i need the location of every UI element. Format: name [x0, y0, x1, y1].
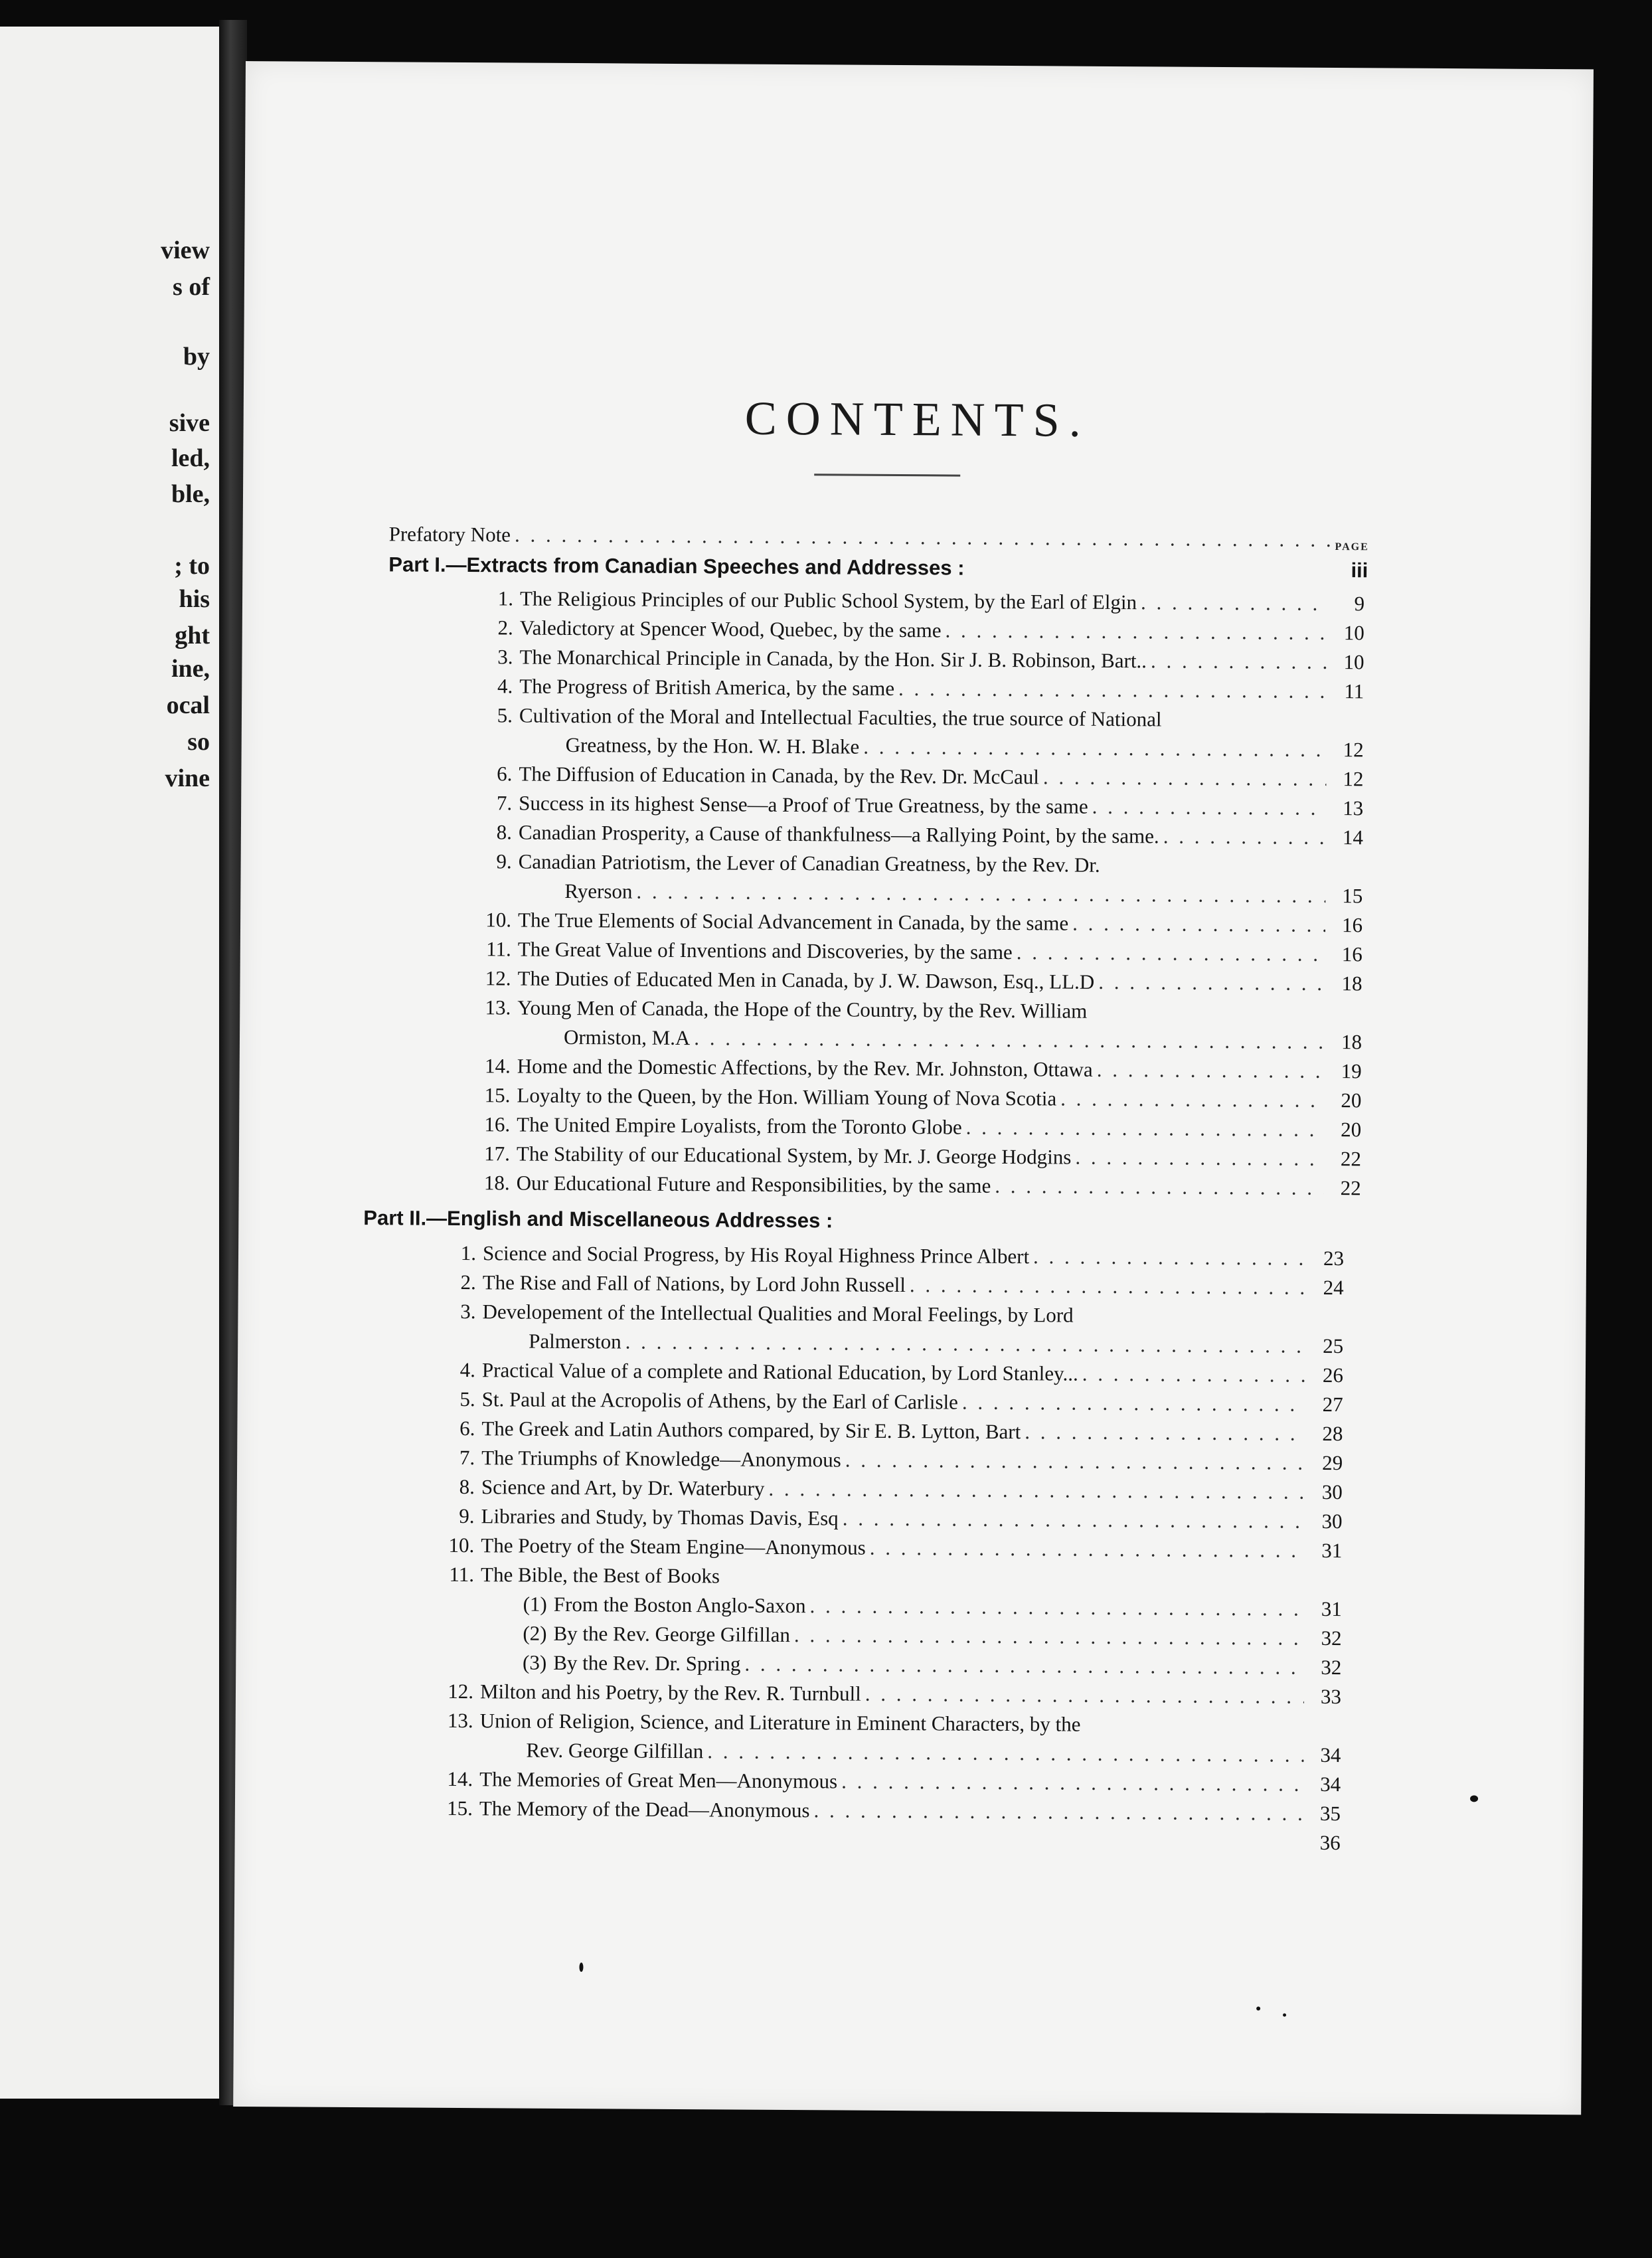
- leader-dots: [841, 1768, 1303, 1798]
- toc-entry-line: [471, 1110, 1361, 1144]
- leader-dots: [724, 1583, 1305, 1586]
- entry-title: Loyalty to the Queen, by the Hon. William Young of Nova Scotia: [517, 1083, 1057, 1110]
- leader-dots: [1092, 793, 1327, 822]
- entry-number: 2.: [497, 616, 513, 640]
- toc-entry-line: [472, 964, 1362, 998]
- entry-number: 17.: [484, 1142, 511, 1166]
- leader-dots: [945, 616, 1327, 647]
- toc-entry-line: [564, 1023, 1362, 1056]
- entry-title: The Bible, the Best of Books: [480, 1563, 720, 1588]
- entry-number: 11.: [486, 937, 511, 961]
- leader-dots: [843, 1505, 1305, 1535]
- entry-page-number: 10: [1343, 621, 1364, 645]
- leader-dots: [863, 733, 1327, 764]
- part-two-heading-row: [363, 1204, 1346, 1238]
- part-one-heading: Part I.—Extracts from Canadian Speeches and Addresses :: [388, 553, 965, 580]
- leader-dots: [837, 1227, 1309, 1230]
- toc-entry-line: [438, 1239, 1344, 1272]
- left-page-text-fragment: vine: [165, 764, 210, 792]
- entry-number: 12.: [448, 1679, 474, 1703]
- toc-entry-line: [436, 1415, 1343, 1448]
- leader-dots: [968, 575, 1331, 577]
- toc-entry-line: [475, 584, 1364, 618]
- entry-page-number: 24: [1323, 1275, 1344, 1300]
- entry-page-number: 25: [1323, 1334, 1344, 1358]
- leader-dots: [865, 1680, 1304, 1711]
- entry-title: Developement of the Intellectual Qualities and Moral Feelings, by Lord: [482, 1300, 1074, 1327]
- entry-title: Libraries and Study, by Thomas Davis, Esq: [481, 1504, 839, 1530]
- entry-title: Canadian Patriotism, the Lever of Canadian Greatness, by the Rev. Dr.: [518, 849, 1100, 877]
- entry-number: 3.: [460, 1300, 476, 1324]
- leader-dots: [1163, 822, 1326, 851]
- entry-title: Science and Art, by Dr. Waterbury: [481, 1475, 765, 1500]
- entry-title: The United Empire Loyalists, from the Toronto Globe: [517, 1112, 962, 1139]
- left-page-text-fragment: sive: [169, 409, 210, 437]
- entry-title: The Duties of Educated Men in Canada, by J. W. Dawson, Esq., LL.D: [517, 966, 1095, 994]
- toc-entry-line: [509, 1590, 1342, 1623]
- entry-number: 1.: [460, 1241, 477, 1265]
- leader-dots: [768, 1475, 1305, 1506]
- toc-entry-line: [471, 1169, 1361, 1202]
- leader-dots: [910, 1271, 1307, 1302]
- left-page-text-fragment: his: [179, 585, 210, 613]
- entry-number: 5.: [497, 703, 513, 727]
- leader-dots: [898, 675, 1327, 705]
- entry-title: Home and the Domestic Affections, by the Rev. Mr. Johnston, Ottawa: [517, 1054, 1093, 1081]
- entry-number: 8.: [459, 1475, 475, 1499]
- leader-dots: [515, 521, 1331, 554]
- entry-number: 4.: [497, 674, 513, 698]
- leader-dots: [1078, 1322, 1307, 1324]
- leader-dots: [870, 1534, 1305, 1565]
- entry-page-number: 36: [1319, 1830, 1341, 1855]
- entry-page-number: 27: [1322, 1392, 1343, 1417]
- entry-page-number: 34: [1320, 1772, 1341, 1796]
- entry-title: Palmerston: [529, 1329, 621, 1353]
- toc-entry-line: [473, 789, 1363, 822]
- toc-entry-line: [436, 1473, 1343, 1506]
- toc-entry-line: [471, 1081, 1361, 1114]
- left-page-text-fragment: ght: [175, 622, 210, 650]
- leader-dots: [1091, 1018, 1325, 1019]
- leader-dots: [995, 1172, 1324, 1202]
- leader-dots: [1043, 763, 1327, 793]
- entry-page-number: 10: [1343, 650, 1364, 674]
- entry-title: Ormiston, M.A: [563, 1025, 691, 1050]
- toc-entry-line: [473, 847, 1363, 881]
- entry-title: The True Elements of Social Advancement in Canada, by the same: [518, 908, 1069, 935]
- toc-entry-line: [526, 1737, 1341, 1769]
- entry-number: 10.: [485, 908, 512, 932]
- entry-page-number: 12: [1343, 738, 1364, 762]
- trailing-page-number-row: [1271, 1828, 1341, 1857]
- entry-title: Rev. George Gilfillan: [526, 1738, 704, 1763]
- entry-number: 13.: [447, 1708, 473, 1733]
- entry-page-number: 29: [1322, 1450, 1343, 1475]
- entry-number: 6.: [497, 762, 513, 786]
- entry-page-number: 19: [1341, 1059, 1362, 1083]
- entry-number: 15.: [447, 1796, 473, 1820]
- entry-number: 4.: [459, 1358, 476, 1382]
- leader-dots: [813, 1796, 1303, 1828]
- left-page-text-fragment: ocal: [166, 691, 210, 719]
- leader-dots: [1098, 968, 1325, 998]
- ink-speck: [1470, 1795, 1478, 1802]
- toc-entry-line: [472, 1052, 1362, 1085]
- entry-title: The Memories of Great Men—Anonymous: [479, 1767, 838, 1793]
- left-page-text-fragment: ; to: [174, 552, 210, 580]
- ink-speck: [579, 1962, 583, 1972]
- entry-page-number: 22: [1340, 1176, 1361, 1200]
- left-page-fragment: [0, 27, 224, 2099]
- entry-title: Milton and his Poetry, by the Rev. R. Turnbull: [479, 1680, 861, 1705]
- entry-title: Part II.—English and Miscellaneous Addresses :: [363, 1206, 833, 1233]
- entry-number: 15.: [484, 1083, 511, 1107]
- toc-entry-line: [473, 935, 1363, 968]
- left-page-text-fragment: led,: [171, 444, 210, 472]
- leader-dots: [1025, 1418, 1305, 1448]
- entry-number: 16.: [484, 1112, 511, 1136]
- entry-title: Canadian Prosperity, a Cause of thankfulness—a Rallying Point, by the same.: [518, 820, 1159, 848]
- entry-number: 1.: [497, 586, 514, 610]
- entry-number: 14.: [484, 1054, 511, 1078]
- left-page-text-fragment: ble,: [171, 480, 210, 508]
- leader-dots: [707, 1737, 1303, 1769]
- entry-number: 13.: [485, 996, 511, 1019]
- entry-number: (3): [523, 1650, 547, 1674]
- entry-number: 18.: [483, 1171, 510, 1195]
- entry-page-number: 35: [1319, 1801, 1341, 1826]
- entry-title: The Triumphs of Knowledge—Anonymous: [481, 1446, 841, 1472]
- entry-number: 9.: [459, 1504, 475, 1528]
- toc-entry-line: [566, 731, 1364, 764]
- toc-entry-line: [471, 1140, 1361, 1173]
- leader-dots: [845, 1446, 1306, 1477]
- toc-entry-line: [564, 877, 1363, 910]
- entry-title: Valedictory at Spencer Wood, Quebec, by the same: [519, 616, 942, 642]
- leader-dots: [809, 1592, 1304, 1623]
- entry-page-number: 11: [1344, 679, 1364, 703]
- entry-page-number: 30: [1321, 1509, 1343, 1533]
- toc-entry-line: [435, 1707, 1341, 1740]
- leader-dots: [962, 1389, 1306, 1419]
- entry-title: The Monarchical Principle in Canada, by the Hon. Sir J. B. Robinson, Bart..: [519, 645, 1147, 673]
- entry-number: 5.: [459, 1387, 475, 1411]
- entry-number: 3.: [497, 645, 513, 669]
- toc-entry-line: [473, 760, 1363, 793]
- entry-page-number: 31: [1321, 1597, 1342, 1621]
- entry-number: 14.: [447, 1767, 473, 1791]
- page-column-label: PAGE: [1335, 541, 1369, 553]
- entry-page-number: 14: [1342, 825, 1363, 849]
- entry-page-number: 16: [1341, 913, 1363, 937]
- leader-dots: [1060, 1085, 1325, 1114]
- entry-page-number: 13: [1343, 796, 1364, 820]
- leader-dots: [1141, 588, 1327, 618]
- leader-dots: [1075, 1144, 1324, 1173]
- entry-page-number: 28: [1322, 1421, 1343, 1446]
- entry-title: The Poetry of the Steam Engine—Anonymous: [481, 1533, 866, 1559]
- entry-title: The Progress of British America, by the same: [519, 674, 895, 700]
- leader-dots: [1104, 872, 1326, 873]
- prefatory-label: Prefatory Note: [388, 522, 511, 547]
- leader-dots: [794, 1621, 1305, 1652]
- entry-title: Ryerson: [564, 879, 633, 903]
- entry-title: By the Rev. George Gilfillan: [553, 1621, 791, 1647]
- leader-dots: [966, 1114, 1325, 1144]
- toc-entry-line: [475, 614, 1364, 647]
- left-page-text-fragment: s of: [173, 273, 210, 301]
- leader-dots: [1017, 938, 1325, 968]
- entry-title: Practical Value of a complete and Rational Education, by Lord Stanley...: [481, 1358, 1078, 1385]
- page-title: CONTENTS.: [744, 391, 1090, 447]
- toc-entry-line: [436, 1531, 1342, 1565]
- toc-entry-line: [436, 1561, 1342, 1594]
- leader-dots: [1084, 1731, 1303, 1733]
- entry-page-number: 23: [1323, 1246, 1345, 1270]
- entry-title: Our Educational Future and Responsibilities, by the same: [516, 1171, 991, 1197]
- toc-entry-line: [436, 1502, 1342, 1535]
- leader-dots: [1097, 1056, 1325, 1085]
- toc-entry-line: [508, 1648, 1341, 1682]
- entry-page-number: 9: [1354, 592, 1365, 616]
- entry-number: 7.: [496, 791, 513, 815]
- entry-number: 9.: [496, 849, 512, 873]
- ink-speck: [1283, 2014, 1286, 2017]
- part-one-heading-row: [388, 551, 1368, 584]
- entry-title: Science and Social Progress, by His Royal Highness Prince Albert: [482, 1241, 1030, 1268]
- entry-page-number: 16: [1341, 942, 1363, 966]
- entry-page-number: 30: [1321, 1480, 1343, 1504]
- toc-entry-line: [436, 1444, 1343, 1477]
- entry-page-number: 34: [1320, 1743, 1341, 1767]
- entry-title: By the Rev. Dr. Spring: [553, 1650, 741, 1676]
- leader-dots: [625, 1328, 1307, 1360]
- toc-entry-line: [437, 1385, 1343, 1419]
- leader-dots: [1033, 1243, 1307, 1272]
- entry-title: Cultivation of the Moral and Intellectual Faculties, the true source of National: [519, 703, 1162, 731]
- entry-title: From the Boston Anglo-Saxon: [553, 1592, 806, 1618]
- entry-title: The Rise and Fall of Nations, by Lord John Russell: [482, 1270, 906, 1297]
- ink-speck: [1256, 2006, 1260, 2010]
- toc-entry-line: [434, 1794, 1341, 1828]
- toc-entry-line: [508, 1619, 1341, 1652]
- entry-number: 12.: [485, 966, 511, 990]
- toc-entry-line: [473, 906, 1363, 939]
- toc-entry-line: [529, 1328, 1343, 1360]
- entry-page-number: 18: [1341, 1030, 1363, 1054]
- leader-dots: [636, 878, 1325, 910]
- toc-entry-line: [472, 994, 1362, 1027]
- entry-number: 2.: [460, 1270, 476, 1294]
- toc-entry-line: [434, 1765, 1341, 1798]
- left-page-text-fragment: by: [183, 343, 210, 371]
- entry-number: 6.: [459, 1417, 475, 1440]
- leader-dots: [744, 1650, 1304, 1682]
- entry-number: (2): [523, 1621, 547, 1645]
- entry-title: Greatness, by the Hon. W. H. Blake: [565, 733, 860, 758]
- leader-dots: [694, 1024, 1325, 1056]
- entry-title: The Stability of our Educational System, by Mr. J. George Hodgins: [516, 1142, 1072, 1169]
- entry-page-number: 32: [1321, 1626, 1342, 1650]
- entry-page-number: 15: [1342, 884, 1363, 908]
- entry-page-number: 32: [1321, 1655, 1342, 1680]
- entry-title: The Greek and Latin Authors compared, by Sir E. B. Lytton, Bart: [481, 1417, 1021, 1444]
- entry-title: The Diffusion of Education in Canada, by the Rev. Dr. McCaul: [519, 762, 1039, 789]
- entry-number: (1): [523, 1592, 547, 1616]
- prefatory-row: [389, 520, 1368, 554]
- leader-dots: [1151, 647, 1327, 676]
- entry-title: Union of Religion, Science, and Literature in Eminent Characters, by the: [479, 1709, 1081, 1736]
- contents-page: [233, 61, 1594, 2115]
- leader-dots: [1082, 1360, 1306, 1389]
- entry-page-number: 12: [1343, 767, 1364, 791]
- entry-page-number: 20: [1341, 1088, 1362, 1112]
- entry-title: Success in its highest Sense—a Proof of True Greatness, by the same: [519, 791, 1088, 818]
- left-page-text-fragment: view: [161, 236, 210, 264]
- entry-page-number: 26: [1322, 1363, 1344, 1387]
- entry-number: 8.: [496, 820, 513, 844]
- entry-title: The Memory of the Dead—Anonymous: [479, 1796, 810, 1822]
- entry-page-number: 20: [1341, 1118, 1362, 1142]
- toc-entry-line: [473, 818, 1363, 851]
- entry-number: 11.: [449, 1562, 475, 1587]
- toc-entry-line: [474, 643, 1364, 676]
- leader-dots: [1072, 910, 1325, 939]
- entry-page-number: 22: [1340, 1147, 1362, 1171]
- entry-number: 10.: [448, 1533, 475, 1557]
- entry-title: The Great Value of Inventions and Discoveries, by the same: [517, 937, 1013, 964]
- entry-title: The Religious Principles of our Public School System, by the Earl of Elgin: [519, 586, 1137, 614]
- left-page-text-fragment: so: [187, 728, 210, 756]
- toc-entry-line: [474, 701, 1364, 735]
- toc-entry-line: [437, 1298, 1343, 1331]
- toc-entry-line: [438, 1268, 1344, 1302]
- entry-number: 7.: [459, 1446, 475, 1470]
- entry-page-number: 18: [1341, 972, 1363, 996]
- toc-entry-line: [435, 1678, 1341, 1711]
- entry-title: Young Men of Canada, the Hope of the Country, by the Rev. William: [517, 996, 1088, 1023]
- prefatory-page-number: iii: [1351, 559, 1368, 582]
- entry-title: St. Paul at the Acropolis of Athens, by the Earl of Carlisle: [481, 1387, 958, 1414]
- entry-page-number: 31: [1321, 1538, 1343, 1563]
- leader-dots: [1166, 726, 1327, 727]
- toc-entry-line: [437, 1356, 1343, 1389]
- left-page-text-fragment: ine,: [171, 655, 210, 683]
- table-of-contents: [233, 61, 1594, 2115]
- toc-entry-line: [474, 672, 1364, 705]
- entry-page-number: 33: [1320, 1684, 1342, 1709]
